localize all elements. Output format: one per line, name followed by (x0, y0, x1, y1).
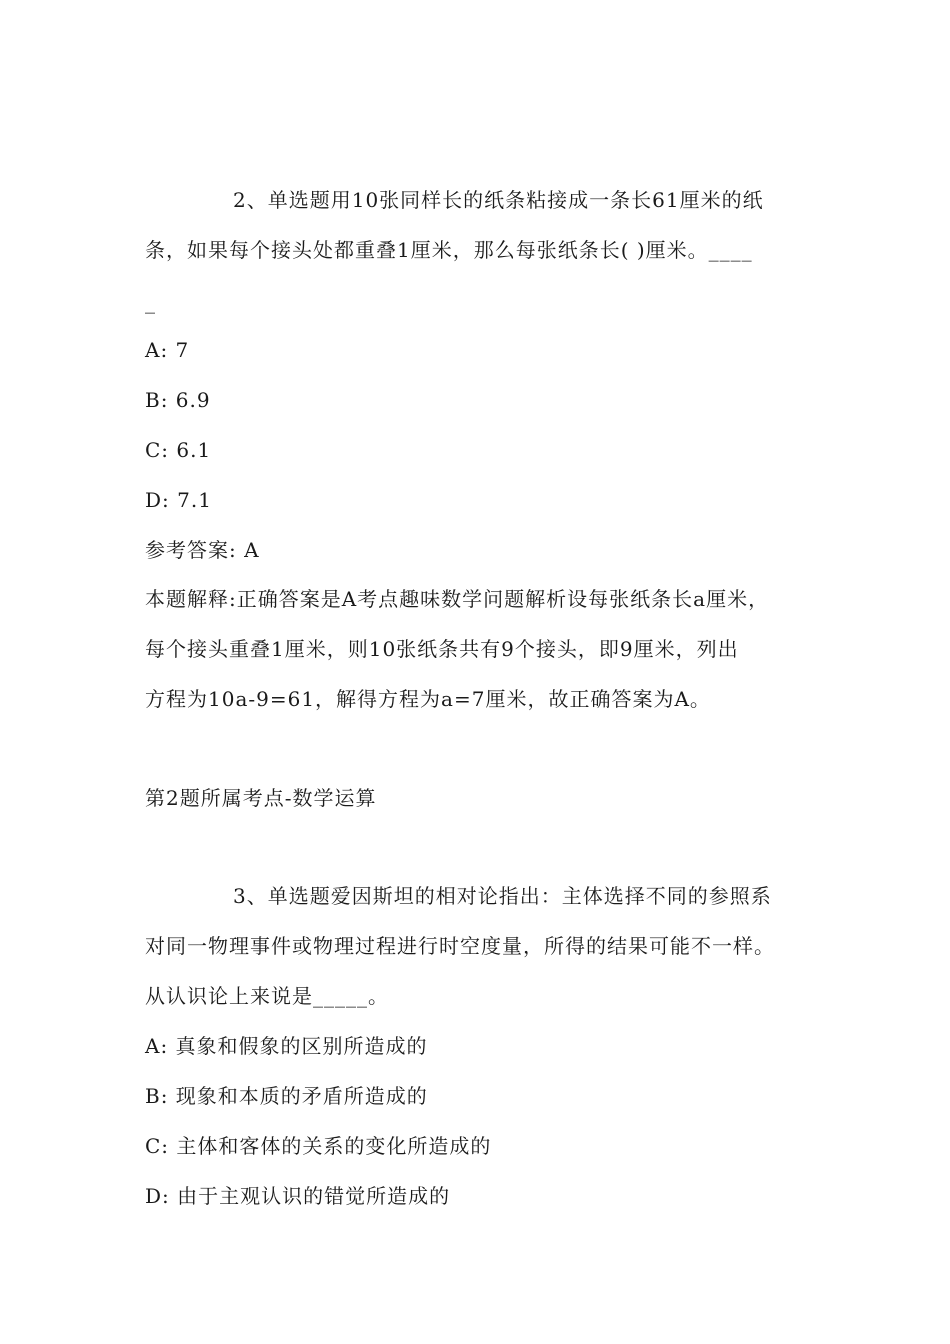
q3-stem-line1: 3、单选题爱因斯坦的相对论指出：主体选择不同的参照系 (233, 884, 772, 908)
q2-explanation-line1: 本题解释:正确答案是A考点趣味数学问题解析设每张纸条长a厘米， (145, 587, 770, 611)
q3-option-c: C: 主体和客体的关系的变化所造成的 (145, 1134, 492, 1158)
q2-stem-line1: 2、单选题用10张同样长的纸条粘接成一条长61厘米的纸 (233, 188, 764, 212)
q3-stem-line2: 对同一物理事件或物理过程进行时空度量，所得的结果可能不一样。 (145, 934, 775, 958)
q2-topic: 第2题所属考点-数学运算 (145, 786, 377, 810)
q2-option-d: D: 7.1 (145, 488, 212, 512)
q3-option-d: D: 由于主观认识的错觉所造成的 (145, 1184, 451, 1208)
q2-stem-line3: _ (145, 290, 156, 314)
q2-explanation-line2: 每个接头重叠1厘米，则10张纸条共有9个接头，即9厘米，列出 (145, 637, 739, 661)
q3-stem-line3: 从认识论上来说是_____。 (145, 984, 389, 1008)
q3-option-b: B: 现象和本质的矛盾所造成的 (145, 1084, 428, 1108)
q2-option-c: C: 6.1 (145, 438, 212, 462)
q2-answer: 参考答案: A (145, 538, 260, 562)
q2-option-b: B: 6.9 (145, 388, 211, 412)
q2-stem-line2: 条，如果每个接头处都重叠1厘米，那么每张纸条长( )厘米。____ (145, 238, 753, 262)
q3-option-a: A: 真象和假象的区别所造成的 (145, 1034, 428, 1058)
q2-option-a: A: 7 (145, 338, 190, 362)
q2-explanation-line3: 方程为10a-9=61，解得方程为a=7厘米，故正确答案为A。 (145, 687, 711, 711)
